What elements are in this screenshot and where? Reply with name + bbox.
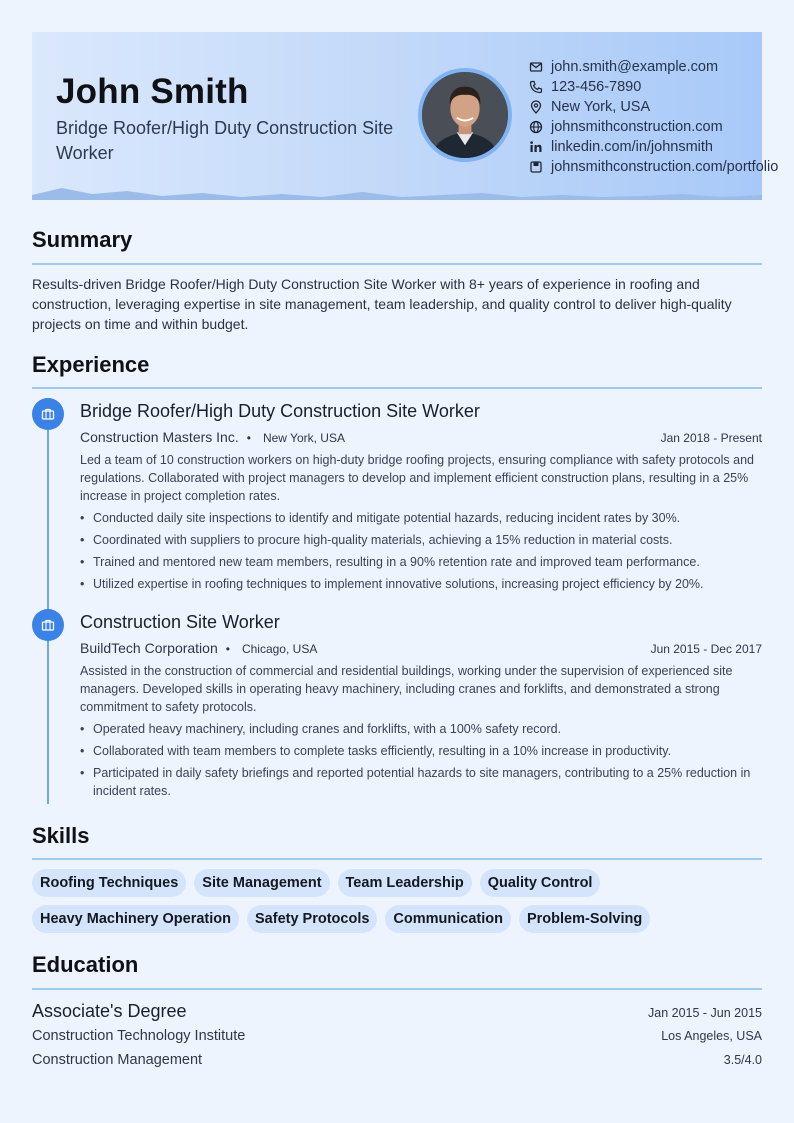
education-date: Jan 2015 - Jun 2015 [648,1006,762,1020]
education-gpa: 3.5/4.0 [723,1053,762,1067]
contact-location [529,97,778,117]
contact-linkedin[interactable] [529,137,778,157]
candidate-role: Bridge Roofer/High Duty Construction Site Worker [56,118,394,163]
job-achievements [80,509,762,597]
achievement-item: • Trained and mentored new team members, resulting in a 90% retention rate and improved team performance. [80,553,762,571]
portfolio-icon [529,160,543,174]
job-location: Chicago, USA [241,642,318,656]
contact-website-text: johnsmithconstruction.com [551,119,723,135]
contact-list [529,57,778,177]
skill-tag: Roofing Techniques [32,869,186,897]
job-title: Bridge Roofer/High Duty Construction Site Worker [80,401,480,421]
skill-tag: Heavy Machinery Operation [32,905,239,933]
email-icon [529,60,543,74]
job-date: Jun 2015 - Dec 2017 [650,642,762,656]
job-meta [80,429,762,445]
job-description: Assisted in the construction of commercial and residential buildings, working under the supervision of experienced site managers. Developed skills in operating heavy machinery, including cranes and forklifts, and demonstrated a strong commitment to safety protocols. [80,664,733,714]
profile-photo [418,68,512,162]
job-description: Led a team of 10 construction workers on high-duty bridge roofing projects, ensuring compliance with safety protocols and regulations. Collaborated with project managers to develop and implement efficient construction plans, resulting in a 25% increase in project completion rates. [80,453,754,503]
skills-heading: Skills [32,823,90,848]
job-title: Construction Site Worker [80,612,280,632]
achievement-item: • Participated in daily safety briefings and reported potential hazards to site managers, contributing to a 25% reduction in incident rates. [80,764,762,800]
contact-portfolio[interactable] [529,157,778,177]
job-date: Jan 2018 - Present [660,431,762,445]
experience-heading: Experience [32,352,150,377]
contact-linkedin-text: linkedin.com/in/johnsmith [551,139,713,155]
skill-tag: Site Management [194,869,329,897]
summary-divider [32,263,762,265]
achievement-item: • Collaborated with team members to complete tasks efficiently, resulting in a 10% increase in productivity. [80,742,762,760]
summary-heading: Summary [32,227,133,252]
education-institution-row [32,1028,762,1044]
achievement-item: • Coordinated with suppliers to procure high-quality materials, achieving a 15% reduction in material costs. [80,531,762,549]
skills-list [32,869,762,933]
resume-header [32,32,779,200]
skill-tag: Safety Protocols [247,905,377,933]
education-degree: Associate's Degree [32,1001,187,1021]
achievement-item: • Conducted daily site inspections to identify and mitigate potential hazards, reducing incident rates by 30%. [80,509,762,527]
skill-tag: Problem-Solving [519,905,650,933]
skill-tag: Team Leadership [338,869,472,897]
education-field: Construction Management [32,1052,203,1068]
achievement-item: • Operated heavy machinery, including cranes and forklifts, with a 100% safety record. [80,720,762,738]
job-company: Construction Masters Inc. [80,429,239,445]
education-institution: Construction Technology Institute [32,1028,246,1044]
education-field-row [32,1052,762,1068]
job-meta [80,640,762,656]
contact-website[interactable] [529,117,778,137]
skill-tag: Quality Control [480,869,601,897]
separator-dot: • [225,642,230,656]
education-location: Los Angeles, USA [661,1029,762,1043]
phone-icon [529,80,543,94]
job-achievements [80,720,762,804]
briefcase-icon [32,609,64,641]
contact-portfolio-text: johnsmithconstruction.com/portfolio [551,159,779,175]
experience-divider [32,387,762,389]
linkedin-icon [529,140,543,154]
education-heading: Education [32,952,139,977]
globe-icon [529,120,543,134]
skill-tag: Communication [385,905,511,933]
contact-location-text: New York, USA [551,99,651,115]
job-company: BuildTech Corporation [80,640,218,656]
contact-phone-text: 123-456-7890 [551,79,642,95]
location-icon [529,100,543,114]
education-degree-row [32,1001,762,1022]
separator-dot: • [246,431,251,445]
job-location: New York, USA [262,431,345,445]
candidate-name: John Smith [56,72,249,111]
header-mountain-decoration [32,186,762,200]
contact-phone[interactable] [529,77,778,97]
skills-divider [32,858,762,860]
achievement-item: • Utilized expertise in roofing techniques to implement innovative solutions, increasing project efficiency by 20%. [80,575,762,593]
briefcase-icon [32,398,64,430]
contact-email-text: john.smith@example.com [551,59,719,75]
contact-email[interactable] [529,57,778,77]
education-divider [32,988,762,990]
summary-text: Results-driven Bridge Roofer/High Duty Construction Site Worker with 8+ years of experience in roofing and construction, leveraging expertise in site management, team leadership, and quality control to deliver high-quality projects on time and within budget. [32,276,732,332]
